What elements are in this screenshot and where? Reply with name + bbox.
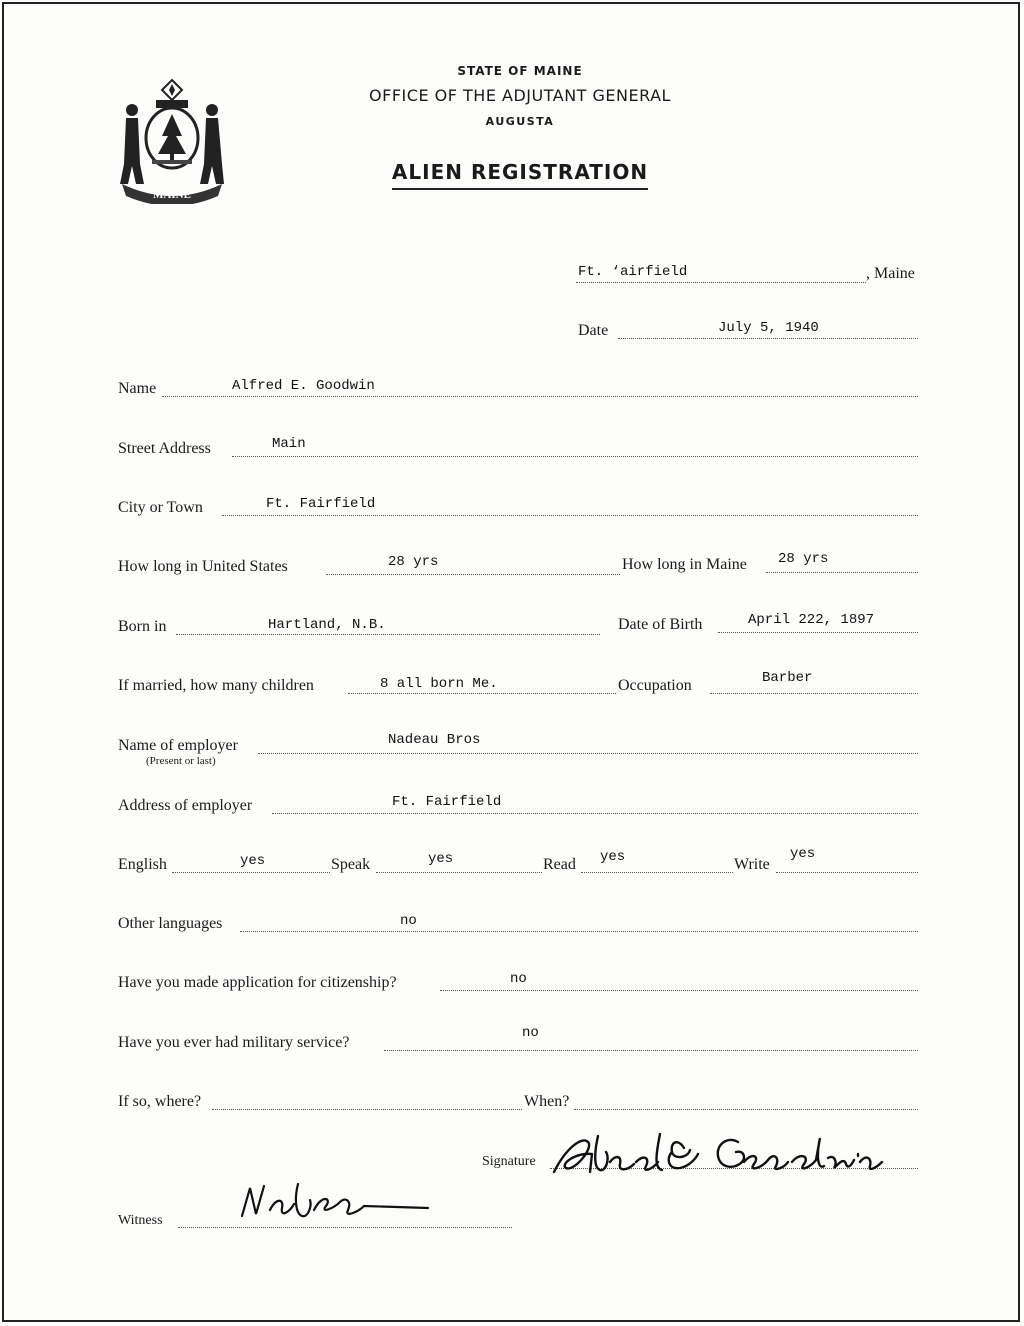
header-state: STATE OF MAINE [457, 64, 583, 78]
read-line [581, 872, 733, 873]
english-label: English [118, 856, 167, 873]
write-label: Write [734, 856, 770, 873]
occupation-value: Barber [762, 670, 813, 686]
witness-signature-image [236, 1176, 436, 1226]
header-office: OFFICE OF THE ADJUTANT GENERAL [369, 86, 671, 105]
employer-sublabel: (Present or last) [146, 755, 216, 767]
citizenship-value: no [510, 971, 527, 987]
employer-line [258, 753, 918, 754]
write-line [776, 872, 918, 873]
how-long-us-label: How long in United States [118, 558, 288, 575]
place-suffix: , Maine [866, 265, 915, 282]
dob-value: April 222, 1897 [748, 612, 875, 628]
when-label: When? [524, 1093, 570, 1110]
city-line [222, 515, 918, 516]
english-line [172, 872, 330, 873]
date-value: July 5, 1940 [718, 320, 819, 336]
dob-line [718, 632, 918, 633]
state-seal [118, 76, 226, 204]
city-label: City or Town [118, 499, 203, 516]
how-long-maine-value: 28 yrs [778, 551, 829, 567]
witness-line [178, 1227, 512, 1228]
date-line [618, 338, 918, 339]
citizenship-label: Have you made application for citizenship? [118, 974, 397, 991]
other-languages-value: no [400, 913, 417, 929]
born-in-label: Born in [118, 618, 167, 635]
employer-address-label: Address of employer [118, 797, 253, 814]
speak-value: yes [428, 851, 454, 867]
street-line [232, 456, 918, 457]
name-label: Name [118, 380, 157, 397]
street-label: Street Address [118, 440, 211, 457]
street-value: Main [272, 436, 306, 452]
witness-label: Witness [118, 1213, 163, 1228]
signature-label: Signature [482, 1154, 536, 1169]
how-long-us-value: 28 yrs [388, 554, 439, 570]
other-languages-line [240, 931, 918, 932]
date-label: Date [578, 322, 609, 339]
citizenship-line [440, 990, 918, 991]
write-value: yes [790, 846, 816, 862]
speak-label: Speak [331, 856, 371, 873]
form-title: ALIEN REGISTRATION [340, 160, 700, 184]
place-line [576, 282, 866, 283]
place-value: Ft. ‘airfield [578, 264, 688, 280]
where-line [212, 1109, 522, 1110]
read-value: yes [600, 849, 626, 865]
name-line [162, 396, 918, 397]
occupation-label: Occupation [618, 677, 692, 694]
born-in-line [176, 634, 600, 635]
name-value: Alfred E. Goodwin [232, 378, 375, 394]
read-label: Read [543, 856, 576, 873]
children-line [348, 693, 616, 694]
how-long-maine-line [766, 572, 918, 573]
when-line [574, 1109, 918, 1110]
dob-label: Date of Birth [618, 616, 703, 633]
speak-line [376, 872, 542, 873]
where-label: If so, where? [118, 1093, 202, 1110]
signature-image [548, 1128, 888, 1184]
military-line [384, 1050, 918, 1051]
military-value: no [522, 1025, 539, 1041]
children-label: If married, how many children [118, 677, 314, 694]
city-value: Ft. Fairfield [266, 496, 376, 512]
occupation-line [710, 693, 918, 694]
other-languages-label: Other languages [118, 915, 223, 932]
employer-address-line [272, 813, 918, 814]
employer-address-value: Ft. Fairfield [392, 794, 502, 810]
how-long-us-line [326, 574, 620, 575]
english-value: yes [240, 853, 266, 869]
born-in-value: Hartland, N.B. [268, 617, 386, 633]
header-city: AUGUSTA [485, 115, 555, 128]
how-long-maine-label: How long in Maine [622, 556, 747, 573]
employer-label: Name of employer [118, 737, 238, 754]
children-value: 8 all born Me. [380, 676, 498, 692]
seal-text: MAINE [153, 189, 191, 201]
employer-value: Nadeau Bros [388, 732, 481, 748]
military-label: Have you ever had military service? [118, 1034, 350, 1051]
